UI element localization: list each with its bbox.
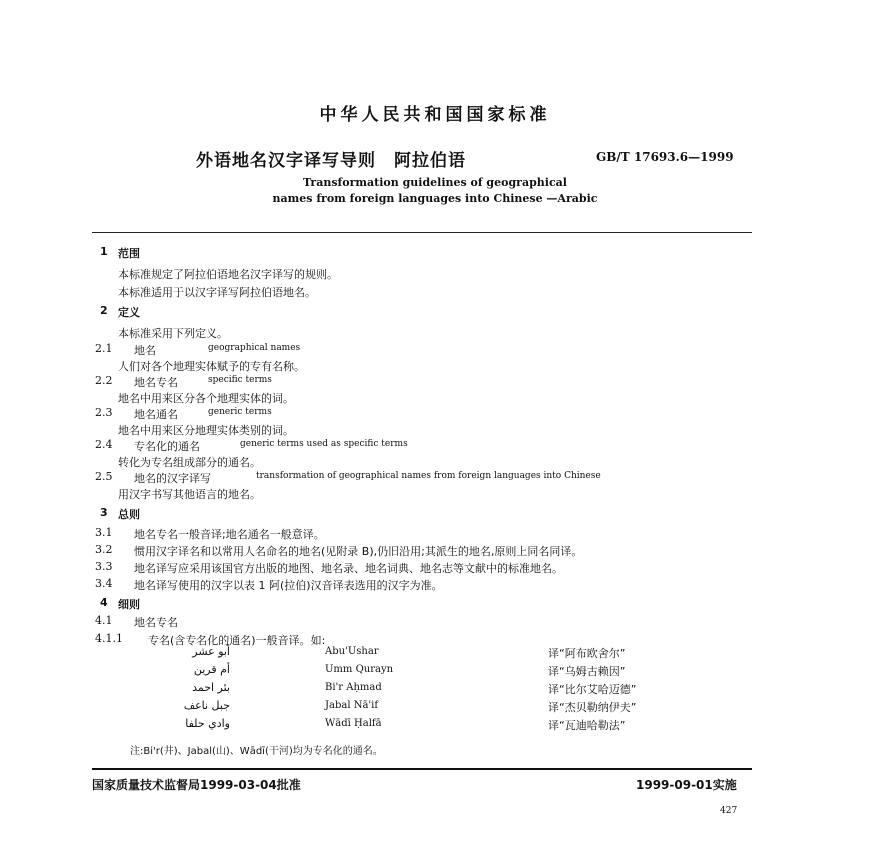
section-1-title: 范围 bbox=[118, 247, 140, 260]
section-4-title: 细则 bbox=[118, 598, 140, 611]
sub-4-1-number: 4.1 bbox=[95, 614, 113, 627]
def-2-3-number: 2.3 bbox=[95, 406, 113, 419]
section-2-para-1: 本标准采用下列定义。 bbox=[118, 327, 228, 340]
section-3-number: 3 bbox=[100, 506, 108, 519]
def-2-2-definition: 地名中用来区分各个地理实体的词。 bbox=[118, 392, 294, 405]
def-2-1-definition: 人们对各个地理实体赋予的专有名称。 bbox=[118, 360, 305, 373]
standard-code: GB/T 17693.6—1999 bbox=[596, 150, 734, 164]
def-2-5-number: 2.5 bbox=[95, 470, 113, 483]
section-1-para-2: 本标准适用于以汉字译写阿拉伯语地名。 bbox=[118, 286, 316, 299]
rule-3-4-number: 3.4 bbox=[95, 577, 113, 590]
def-2-2-english: specific terms bbox=[208, 375, 272, 385]
section-1-number: 1 bbox=[100, 245, 108, 258]
example-3-roman: Bi'r Aḥmad bbox=[325, 682, 382, 693]
example-5-arabic: وادي حلفا bbox=[185, 717, 230, 730]
header-rule bbox=[92, 232, 752, 233]
example-4-roman: Jabal Nā'if bbox=[325, 700, 379, 711]
rule-3-1-text: 地名专名一般音译;地名通名一般意译。 bbox=[134, 528, 325, 541]
sub-4-1-1-number: 4.1.1 bbox=[95, 632, 123, 645]
section-2-number: 2 bbox=[100, 304, 108, 317]
example-2-arabic: أم قرين bbox=[193, 663, 230, 676]
example-1-chinese: 译“阿布欧舍尔” bbox=[548, 647, 626, 660]
english-title-line2: names from foreign languages into Chinese —Arabic bbox=[272, 192, 598, 205]
section-3-title: 总则 bbox=[118, 508, 140, 521]
section-1-para-1: 本标准规定了阿拉伯语地名汉字译写的规则。 bbox=[118, 268, 338, 281]
example-5-roman: Wādī Ḥalfā bbox=[325, 718, 382, 729]
def-2-2-term: 地名专名 bbox=[134, 376, 178, 389]
example-3-chinese: 译“比尔艾哈迈德” bbox=[548, 683, 637, 696]
def-2-1-number: 2.1 bbox=[95, 342, 113, 355]
sub-4-1-1-text: 专名(含专名化的通名)一般音译。如: bbox=[148, 634, 326, 647]
sub-4-1-text: 地名专名 bbox=[134, 616, 178, 629]
def-2-4-definition: 转化为专名组成部分的通名。 bbox=[118, 456, 261, 469]
def-2-1-term: 地名 bbox=[134, 344, 156, 357]
example-4-chinese: 译“杰贝勒纳伊夫” bbox=[548, 701, 637, 714]
example-1-arabic: أبو عشر bbox=[192, 645, 230, 658]
example-5-chinese: 译“瓦迪哈勒法” bbox=[548, 719, 626, 732]
footer-rule bbox=[92, 768, 752, 770]
rule-3-1-number: 3.1 bbox=[95, 526, 113, 539]
example-4-arabic: جبل ناعف bbox=[183, 699, 230, 712]
def-2-4-number: 2.4 bbox=[95, 438, 113, 451]
rule-3-3-text: 地名译写应采用该国官方出版的地图、地名录、地名词典、地名志等文献中的标准地名。 bbox=[134, 562, 563, 575]
page-number: 427 bbox=[720, 806, 738, 816]
example-2-chinese: 译“乌姆古赖因” bbox=[548, 665, 626, 678]
section-4-number: 4 bbox=[100, 596, 108, 609]
document-title: 外语地名汉字译写导则 阿拉伯语 bbox=[196, 151, 466, 171]
def-2-2-number: 2.2 bbox=[95, 374, 113, 387]
def-2-4-term: 专名化的通名 bbox=[134, 440, 200, 453]
rule-3-3-number: 3.3 bbox=[95, 560, 113, 573]
implementation-date: 1999-09-01实施 bbox=[636, 778, 737, 792]
def-2-4-english: generic terms used as specific terms bbox=[240, 439, 408, 449]
def-2-3-term: 地名通名 bbox=[134, 408, 178, 421]
approval-line: 国家质量技术监督局1999-03-04批准 bbox=[92, 778, 301, 792]
example-2-roman: Umm Qurayn bbox=[325, 664, 394, 675]
def-2-3-english: generic terms bbox=[208, 407, 272, 417]
examples-note: 注:Bi'r(井)、Jabal(山)、Wādī(干河)均为专名化的通名。 bbox=[130, 746, 383, 757]
def-2-5-definition: 用汉字书写其他语言的地名。 bbox=[118, 488, 261, 501]
example-1-roman: Abu'Ushar bbox=[325, 646, 379, 657]
def-2-5-term: 地名的汉字译写 bbox=[134, 472, 211, 485]
def-2-5-english: transformation of geographical names from foreign languages into Chinese bbox=[256, 471, 601, 481]
rule-3-2-text: 惯用汉字译名和以常用人名命名的地名(见附录 B),仍旧沿用;其派生的地名,原则上同名同译。 bbox=[134, 545, 583, 558]
rule-3-4-text: 地名译写使用的汉字以表 1 阿(拉伯)汉音译表选用的汉字为准。 bbox=[134, 579, 443, 592]
def-2-3-definition: 地名中用来区分地理实体类别的词。 bbox=[118, 424, 294, 437]
english-title-line1: Transformation guidelines of geographical bbox=[303, 176, 567, 189]
standard-type: 中华人民共和国国家标准 bbox=[319, 105, 551, 125]
rule-3-2-number: 3.2 bbox=[95, 543, 113, 556]
section-2-title: 定义 bbox=[118, 306, 140, 319]
example-3-arabic: بئر احمد bbox=[192, 681, 230, 694]
def-2-1-english: geographical names bbox=[208, 343, 301, 353]
